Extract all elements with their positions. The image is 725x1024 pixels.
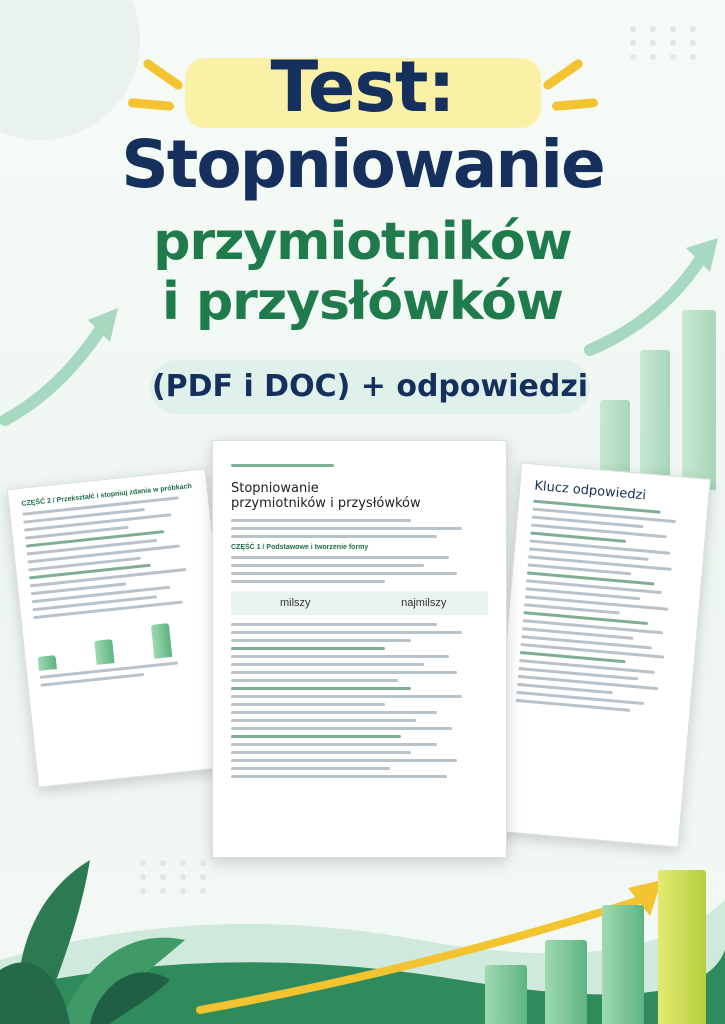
bottom-bar-4 bbox=[658, 870, 706, 1024]
doc-col-header-1: milszy bbox=[279, 597, 311, 609]
doc-right-title: Klucz odpowiedzi bbox=[533, 478, 647, 504]
bottom-bar-1 bbox=[485, 965, 527, 1024]
doc-center-title-a: Stopniowanie bbox=[231, 481, 319, 496]
bottom-bar-3 bbox=[602, 905, 644, 1024]
doc-center-section: CZĘŚĆ 1 / Podstawowe i tworzenie formy bbox=[231, 544, 369, 551]
doc-center-title-b: przymiotników i przysłówków bbox=[231, 496, 421, 511]
title-line-2: Stopniowanie bbox=[121, 126, 604, 203]
bottom-bar-2 bbox=[545, 940, 587, 1024]
doc-preview-right bbox=[489, 462, 711, 847]
doc-preview-left bbox=[7, 468, 237, 787]
doc-center-table-header bbox=[231, 591, 488, 615]
title-line-4: i przysłówków bbox=[162, 272, 563, 332]
doc-col-header-2: najmilszy bbox=[401, 597, 447, 609]
title-line-3: przymiotników bbox=[153, 212, 572, 272]
subtitle-pill: (PDF i DOC) + odpowiedzi bbox=[150, 360, 590, 414]
bg-bar-right-2 bbox=[640, 350, 670, 490]
doc-left-section: CZĘŚĆ 2 / Przekształć i stopniuj zdania w próbkach bbox=[21, 482, 193, 508]
dot-grid-bottom-left bbox=[140, 860, 212, 894]
doc-left-mini-chart bbox=[35, 613, 212, 671]
bg-bar-right-3 bbox=[682, 310, 716, 490]
title-line-1: Test: bbox=[270, 46, 455, 128]
doc-preview-center bbox=[212, 440, 507, 858]
